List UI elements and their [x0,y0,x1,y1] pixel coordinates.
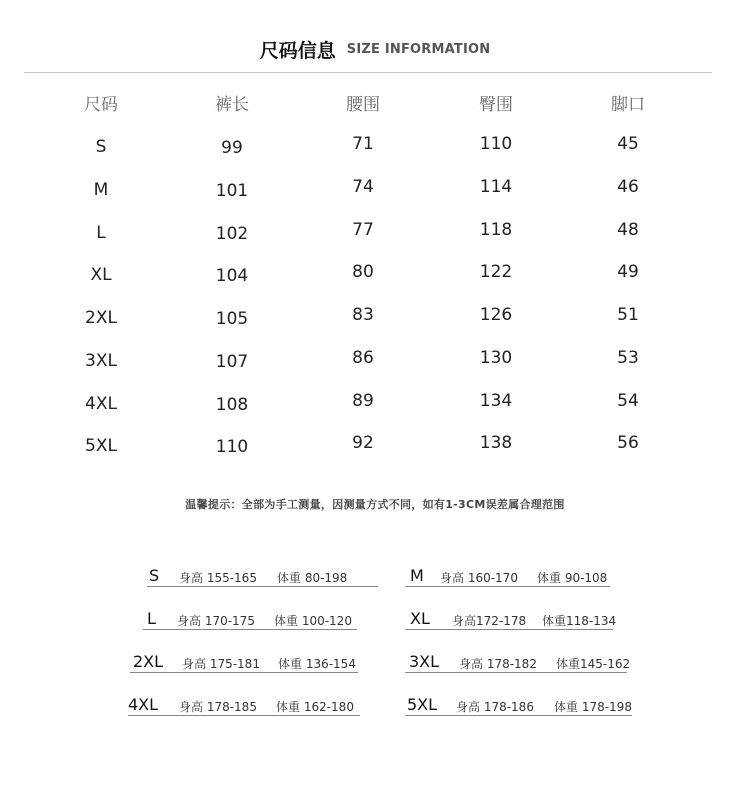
guide-weight: 体重 162-180 [276,700,354,714]
column-header-size: 尺码 [84,95,118,115]
cell-hip: 126 [479,305,513,325]
cell-size: M [93,180,109,200]
cell-length: 105 [215,309,249,329]
page-title [0,36,750,63]
guide-height: 身高 175-181 [182,657,260,671]
size-guide-item [147,566,378,587]
size-guide-item [405,566,610,587]
guide-weight: 体重145-162 [556,657,631,671]
cell-length: 110 [215,437,249,457]
cell-hem: 54 [617,391,639,411]
guide-weight: 体重 90-108 [537,571,608,585]
cell-hip: 138 [479,433,513,453]
header-divider [24,72,712,73]
table-row [0,136,750,166]
column-header-length: 裤长 [215,95,249,115]
cell-waist: 74 [352,177,374,197]
guide-size: 2XL [133,652,164,671]
cell-hem: 48 [617,220,639,240]
measurement-notice: 温馨提示：全部为手工测量，因测量方式不同，如有1-3CM误差属合理范围 [185,498,565,511]
size-guide-item [405,652,631,673]
cell-waist: 83 [352,305,374,325]
cell-hem: 51 [617,305,639,325]
cell-size: XL [90,265,112,285]
cell-hem: 56 [617,433,639,453]
cell-length: 108 [215,395,249,415]
guide-height: 身高 155-165 [179,571,257,585]
title-english: SIZE INFORMATION [346,42,491,57]
cell-hip: 118 [479,220,513,240]
size-guide-item [130,652,358,673]
title-chinese: 尺码信息 [259,40,336,62]
guide-height: 身高 160-170 [440,571,518,585]
guide-size: L [147,609,156,628]
guide-weight: 体重118-134 [542,614,617,628]
table-row [0,350,750,380]
table-row [0,179,750,209]
guide-height: 身高 170-175 [177,614,255,628]
cell-waist: 92 [352,433,374,453]
guide-height: 身高 178-182 [459,657,537,671]
size-guide-item [405,695,632,716]
size-guide-item [128,695,360,716]
guide-weight: 体重 100-120 [274,614,352,628]
guide-size: 4XL [128,695,159,714]
guide-size: XL [410,609,430,628]
guide-weight: 体重 80-198 [277,571,348,585]
table-row [0,222,750,252]
guide-height: 身高172-178 [452,614,527,628]
guide-weight: 体重 178-198 [554,700,632,714]
cell-size: 5XL [85,436,117,456]
cell-hip: 134 [479,391,513,411]
cell-hip: 122 [479,262,513,282]
table-row [0,435,750,465]
cell-hem: 49 [617,262,639,282]
cell-hip: 114 [479,177,513,197]
cell-length: 101 [215,181,249,201]
cell-size: 2XL [85,308,117,328]
table-row [0,264,750,294]
cell-length: 99 [221,138,243,158]
cell-length: 107 [215,352,249,372]
cell-size: S [95,137,107,157]
column-header-hip: 臀围 [479,95,513,115]
cell-waist: 77 [352,220,374,240]
guide-size: M [410,566,424,585]
guide-size: 3XL [409,652,440,671]
cell-size: 3XL [85,351,117,371]
cell-length: 102 [215,224,249,244]
cell-waist: 86 [352,348,374,368]
cell-hip: 130 [479,348,513,368]
cell-waist: 89 [352,391,374,411]
cell-size: L [96,223,106,243]
cell-waist: 80 [352,262,374,282]
guide-height: 身高 178-185 [179,700,257,714]
size-guide-item [143,609,357,630]
cell-hem: 45 [617,134,639,154]
column-header-hem: 脚口 [611,95,645,115]
cell-hem: 53 [617,348,639,368]
table-row [0,307,750,337]
guide-weight: 体重 136-154 [278,657,356,671]
cell-waist: 71 [352,134,374,154]
cell-length: 104 [215,266,249,286]
cell-hem: 46 [617,177,639,197]
guide-size: 5XL [407,695,438,714]
cell-size: 4XL [85,394,117,414]
size-guide-item [405,609,617,630]
table-row [0,393,750,423]
column-header-waist: 腰围 [346,95,380,115]
guide-height: 身高 178-186 [456,700,534,714]
guide-size: S [149,566,160,585]
cell-hip: 110 [479,134,513,154]
